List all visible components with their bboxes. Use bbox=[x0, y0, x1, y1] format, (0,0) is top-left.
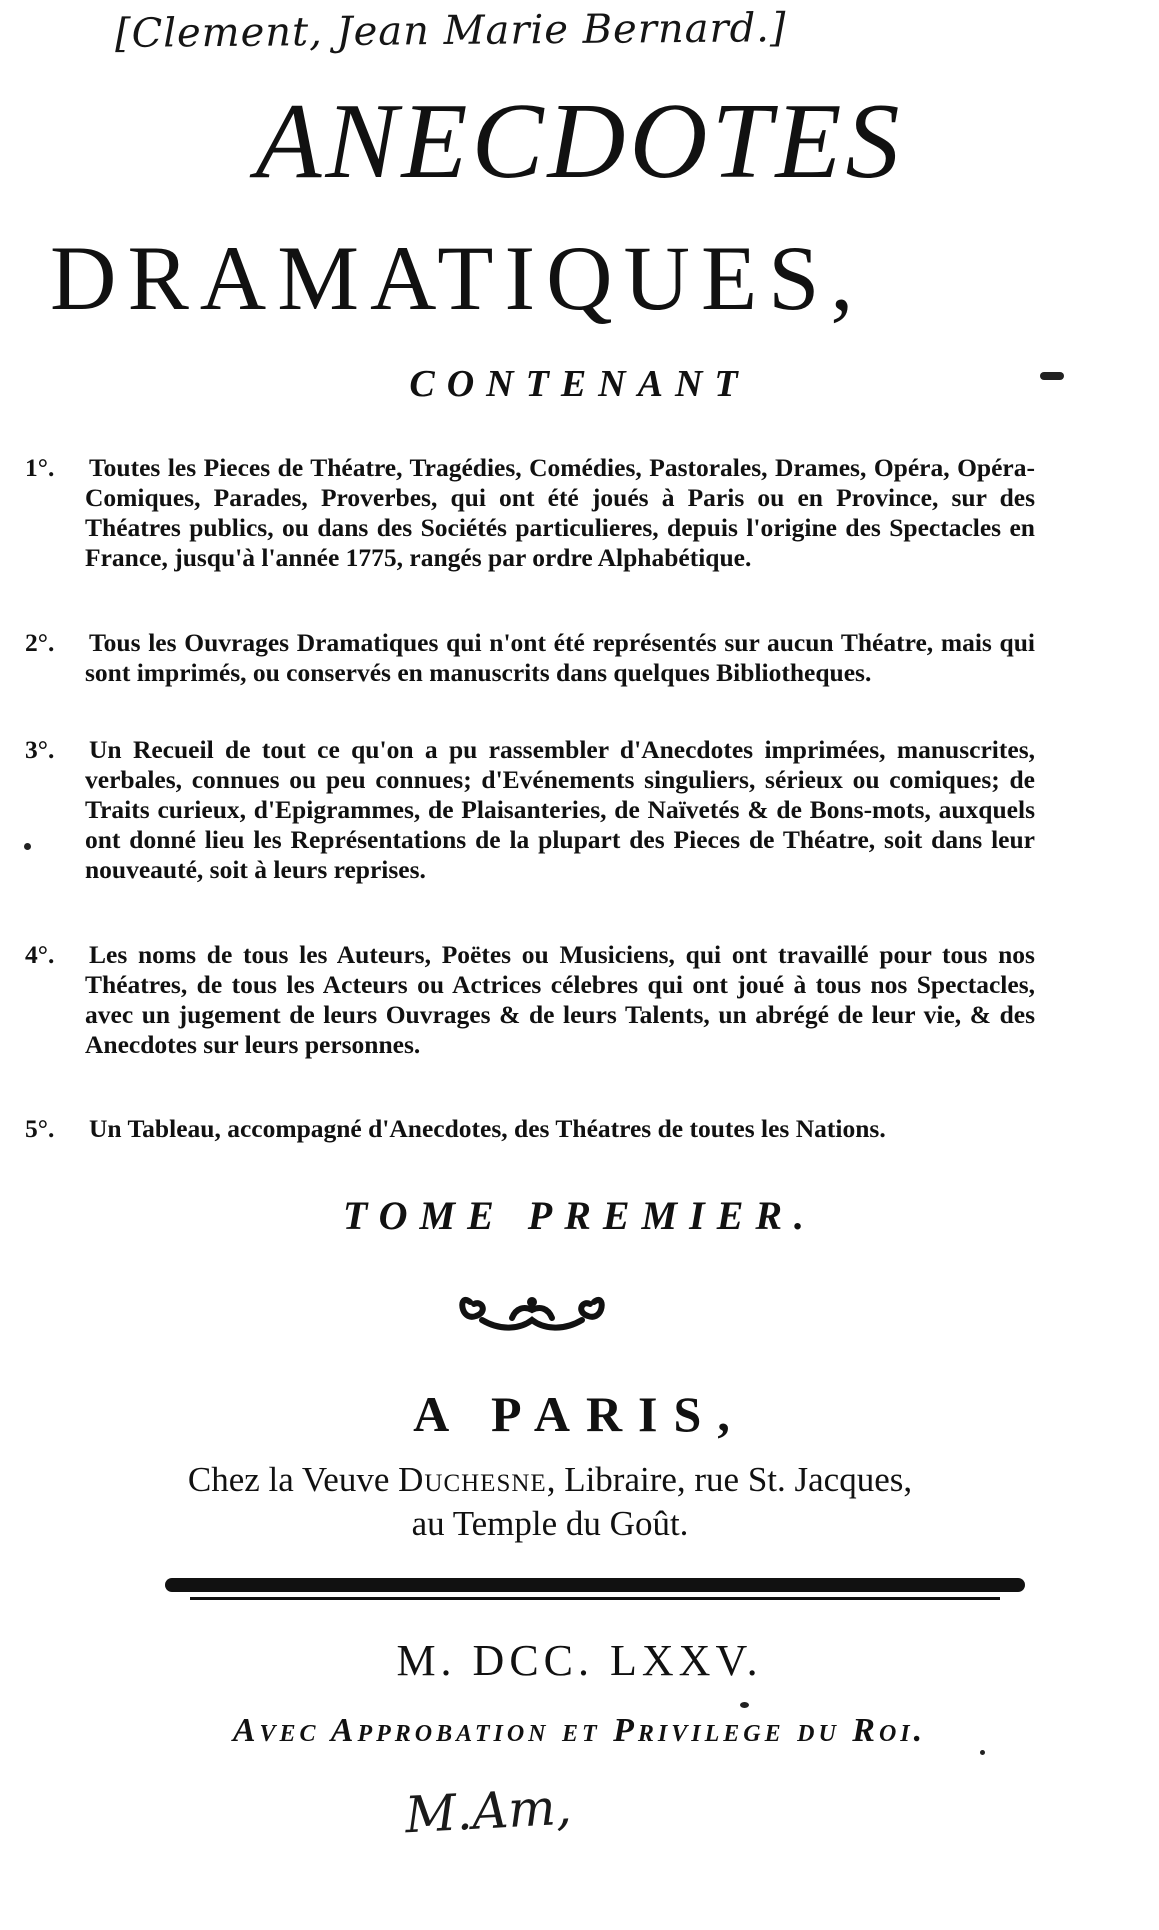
content-item-1 bbox=[25, 453, 1035, 573]
item-text: Les noms de tous les Auteurs, Poëtes ou Musiciens, qui ont travaillé pour tous nos Théatres, de tous les Acteurs ou Actrices célebres qui ont joué à tous nos Spectacles, avec un jugement de leurs Ouvrages & de leurs Talents, un abrégé de leur vie, & des Anecdotes sur leurs personnes. bbox=[85, 940, 1035, 1059]
item-text: Un Recueil de tout ce qu'on a pu rassembler d'Anecdotes imprimées, manuscrites, verbales, connues ou peu connues; d'Evénements singuliers, sérieux ou comiques; de Traits curieux, d'Epigrammes, de Plaisanteries, de Naïvetés & de Bons-mots, auxquels ont donné lieu les Représentations de la plupart des Pieces de Théatre, soit dans leur nouveauté, soit à leurs reprises. bbox=[85, 735, 1035, 884]
publisher-name: Duchesne bbox=[398, 1460, 547, 1499]
ink-speck bbox=[24, 843, 31, 850]
publication-date: M. DCC. LXXV. bbox=[396, 1636, 763, 1685]
content-item-3 bbox=[25, 735, 1035, 885]
handwritten-author-note: [Clement, Jean Marie Bernard.] bbox=[114, 5, 787, 57]
ink-speck bbox=[980, 1750, 985, 1755]
content-item-4 bbox=[25, 940, 1035, 1060]
item-number: 1°. bbox=[25, 453, 55, 482]
imprint-city: A PARIS, bbox=[413, 1386, 746, 1442]
decorative-rule-thick bbox=[165, 1578, 1025, 1592]
content-item-2 bbox=[25, 628, 1035, 688]
title-line-2: DRAMATIQUES, bbox=[50, 227, 865, 329]
imprint-publisher bbox=[60, 1458, 1040, 1546]
decorative-rule-thin bbox=[190, 1597, 1000, 1600]
publisher-suffix: , Libraire, rue St. Jacques, bbox=[546, 1460, 913, 1499]
publisher-line-2: au Temple du Goût. bbox=[411, 1504, 689, 1543]
approbation-line: Avec Approbation et Privilege du Roi. bbox=[232, 1712, 927, 1749]
ink-speck bbox=[1040, 372, 1064, 380]
fleuron-ornament-icon bbox=[452, 1282, 612, 1338]
volume-label: TOME PREMIER. bbox=[342, 1193, 817, 1238]
item-text: Toutes les Pieces de Théatre, Tragédies, Comédies, Pastorales, Drames, Opéra, Opéra-Comiques, Parades, Proverbes, qui ont été joués à Paris ou en Province, sur des Théatres publics, ou dans des Sociétés particulieres, depuis l'origine des Spectacles en France, jusqu'à l'année 1775, rangés par ordre Alphabétique. bbox=[85, 453, 1035, 572]
title-line-1: ANECDOTES bbox=[255, 82, 904, 201]
item-number: 2°. bbox=[25, 628, 55, 657]
item-text: Un Tableau, accompagné d'Anecdotes, des Théatres de toutes les Nations. bbox=[89, 1114, 886, 1143]
item-number: 5°. bbox=[25, 1114, 55, 1143]
item-number: 4°. bbox=[25, 940, 55, 969]
subtitle: CONTENANT bbox=[409, 363, 750, 405]
ink-speck bbox=[740, 1702, 749, 1708]
item-number: 3°. bbox=[25, 735, 55, 764]
item-text: Tous les Ouvrages Dramatiques qui n'ont été représentés sur aucun Théatre, mais qui sont imprimés, ou conservés en manuscrits dans quelques Bibliotheques. bbox=[85, 628, 1035, 687]
handwritten-mark: M.Am, bbox=[403, 1777, 573, 1845]
publisher-prefix: Chez la Veuve bbox=[187, 1460, 399, 1499]
publisher-line-1 bbox=[60, 1458, 1040, 1502]
content-item-5 bbox=[25, 1114, 1035, 1144]
